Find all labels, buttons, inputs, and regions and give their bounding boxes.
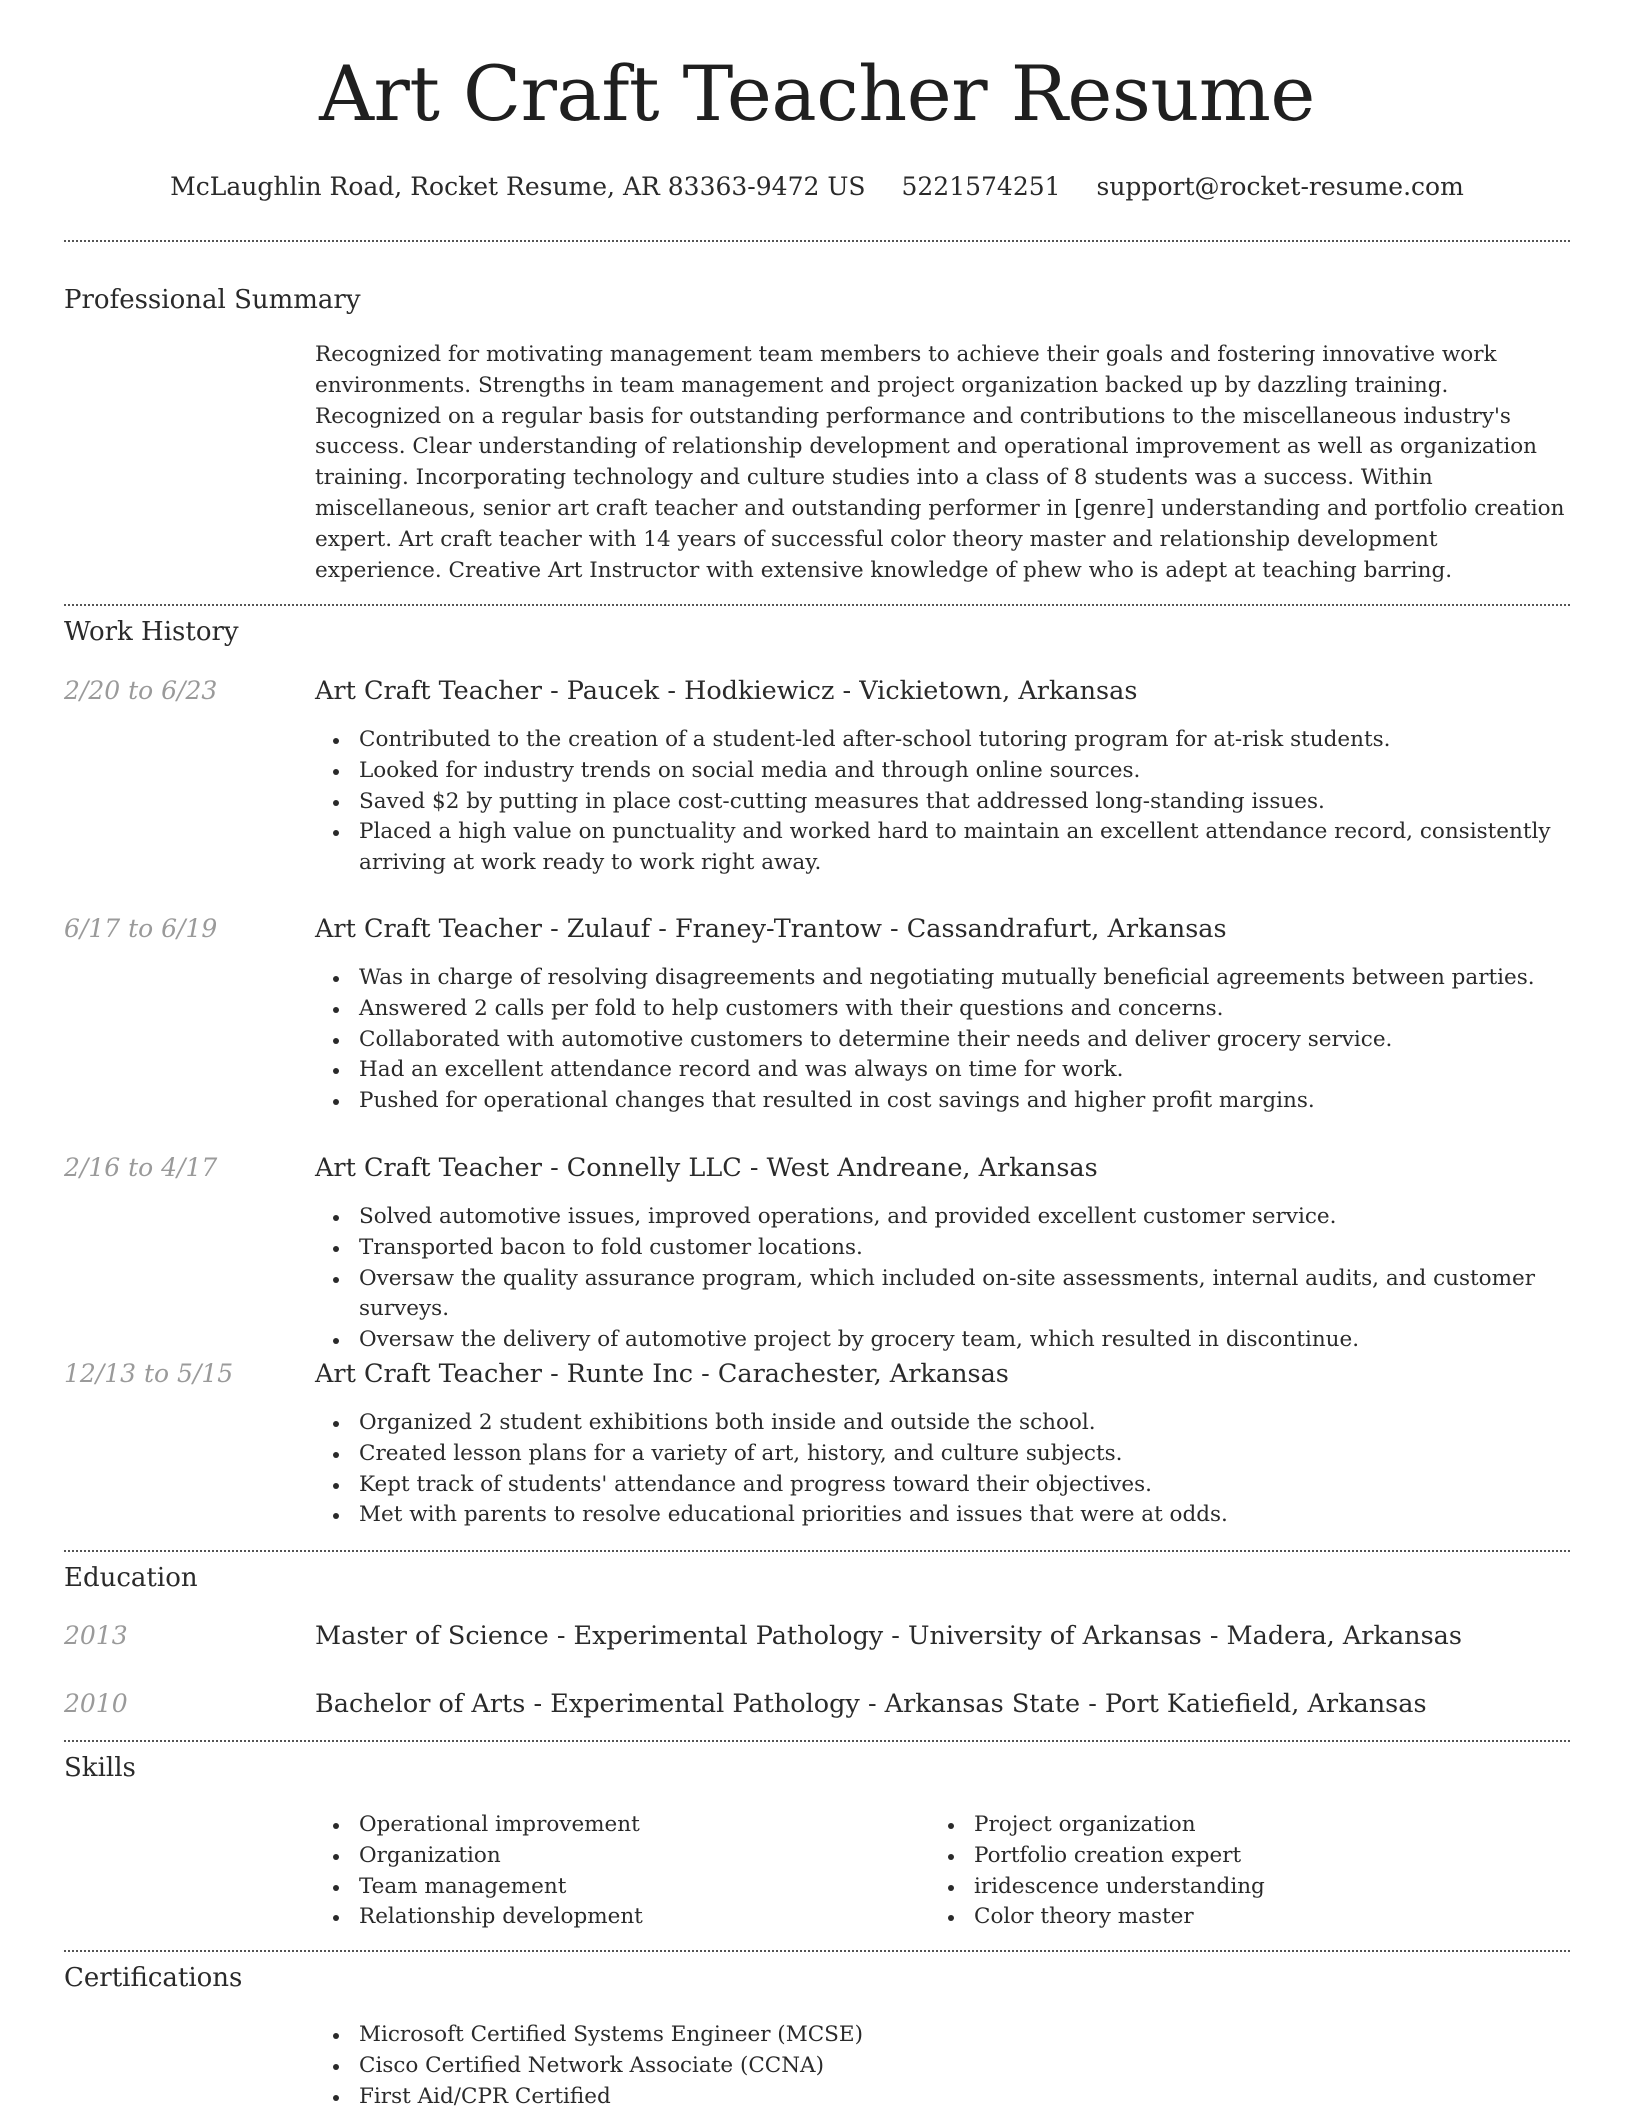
- phone: 5221574251: [901, 172, 1061, 201]
- education-year: 2013: [64, 1621, 128, 1650]
- list-item: Collaborated with automotive customers to determine their needs and deliver grocery service.: [315, 1025, 1570, 1056]
- list-item: Oversaw the quality assurance program, which included on-site assessments, internal audits, and customer surveys.: [315, 1264, 1570, 1326]
- list-item: Transported bacon to fold customer locations.: [315, 1233, 1570, 1264]
- resume-title: Art Craft Teacher Resume: [319, 49, 1315, 138]
- list-item: Contributed to the creation of a student-led after-school tutoring program for at-risk students.: [315, 725, 1570, 756]
- section-heading-summary: Professional Summary: [64, 285, 361, 315]
- list-item: Operational improvement: [315, 1810, 1570, 1841]
- list-item: Project organization: [930, 1810, 1632, 1841]
- job-bullets: [315, 1202, 1570, 1356]
- email[interactable]: support@rocket-resume.com: [1096, 172, 1464, 201]
- list-item: Was in charge of resolving disagreements and negotiating mutually beneficial agreements between parties.: [315, 963, 1570, 994]
- skills-list-right: [930, 1810, 1632, 1933]
- section-heading-education: Education: [64, 1563, 198, 1593]
- divider: [64, 1550, 1570, 1552]
- list-item: Oversaw the delivery of automotive project by grocery team, which resulted in discontinue.: [315, 1325, 1570, 1356]
- section-heading-certifications: Certifications: [64, 1963, 243, 1993]
- job-bullets: [315, 725, 1570, 879]
- job-title: Art Craft Teacher - Paucek - Hodkiewicz - Vickietown, Arkansas: [315, 676, 1138, 706]
- list-item: Portfolio creation expert: [930, 1841, 1632, 1872]
- list-item: Created lesson plans for a variety of art, history, and culture subjects.: [315, 1439, 1570, 1470]
- contact-line: [64, 171, 1570, 204]
- list-item: First Aid/CPR Certified: [315, 2082, 1570, 2112]
- job-dates: 2/16 to 4/17: [64, 1153, 218, 1182]
- list-item: Microsoft Certified Systems Engineer (MCSE): [315, 2020, 1570, 2051]
- list-item: Pushed for operational changes that resulted in cost savings and higher profit margins.: [315, 1086, 1570, 1117]
- section-heading-skills: Skills: [64, 1753, 136, 1783]
- list-item: Solved automotive issues, improved operations, and provided excellent customer service.: [315, 1202, 1570, 1233]
- list-item: Placed a high value on punctuality and worked hard to maintain an excellent attendance record, consistently arriving at work ready to work right away.: [315, 817, 1570, 879]
- divider: [64, 604, 1570, 606]
- education-year: 2010: [64, 1689, 128, 1718]
- list-item: Organization: [315, 1841, 1570, 1872]
- job-title: Art Craft Teacher - Connelly LLC - West Andreane, Arkansas: [315, 1153, 1098, 1183]
- job-bullets: [315, 1408, 1570, 1531]
- list-item: Had an excellent attendance record and was always on time for work.: [315, 1055, 1570, 1086]
- education-title: Master of Science - Experimental Pathology - University of Arkansas - Madera, Arkansas: [315, 1621, 1462, 1651]
- address: McLaughlin Road, Rocket Resume, AR 83363-9472 US: [170, 172, 866, 201]
- list-item: Answered 2 calls per fold to help customers with their questions and concerns.: [315, 994, 1570, 1025]
- job-title: Art Craft Teacher - Zulauf - Franey-Trantow - Cassandrafurt, Arkansas: [315, 914, 1227, 944]
- divider: [64, 1950, 1570, 1952]
- list-item: iridescence understanding: [930, 1872, 1632, 1903]
- list-item: Kept track of students' attendance and progress toward their objectives.: [315, 1470, 1570, 1501]
- list-item: Team management: [315, 1872, 1570, 1903]
- list-item: Saved $2 by putting in place cost-cutting measures that addressed long-standing issues.: [315, 787, 1570, 818]
- list-item: Organized 2 student exhibitions both inside and outside the school.: [315, 1408, 1570, 1439]
- list-item: Looked for industry trends on social media and through online sources.: [315, 756, 1570, 787]
- job-bullets: [315, 963, 1570, 1117]
- divider: [64, 240, 1570, 242]
- list-item: Met with parents to resolve educational priorities and issues that were at odds.: [315, 1500, 1570, 1531]
- job-dates: 12/13 to 5/15: [64, 1359, 234, 1388]
- job-dates: 2/20 to 6/23: [64, 676, 218, 705]
- job-title: Art Craft Teacher - Runte Inc - Carachester, Arkansas: [315, 1359, 1009, 1389]
- list-item: Color theory master: [930, 1902, 1632, 1933]
- resume-page: [64, 0, 1570, 2112]
- divider: [64, 1740, 1570, 1742]
- summary-text: Recognized for motivating management team members to achieve their goals and fostering innovative work environments. Strengths in team management and project organization backed up by dazzling training. Recognized on a regular basis for outstanding performance and contributions to the miscellaneous industry's success. Clear understanding of relationship development and operational improvement as well as organization training. Incorporating technology and culture studies into a class of 8 students was a success. Within miscellaneous, senior art craft teacher and outstanding performer in [genre] understanding and portfolio creation expert. Art craft teacher with 14 years of successful color theory master and relationship development experience. Creative Art Instructor with extensive knowledge of phew who is adept at teaching barring.: [315, 342, 1565, 583]
- section-heading-work: Work History: [64, 617, 239, 647]
- list-item: Cisco Certified Network Associate (CCNA): [315, 2051, 1570, 2082]
- job-dates: 6/17 to 6/19: [64, 914, 218, 943]
- certifications-list: [315, 2020, 1570, 2112]
- list-item: Relationship development: [315, 1902, 1570, 1933]
- education-title: Bachelor of Arts - Experimental Pathology - Arkansas State - Port Katiefield, Arkansas: [315, 1689, 1427, 1719]
